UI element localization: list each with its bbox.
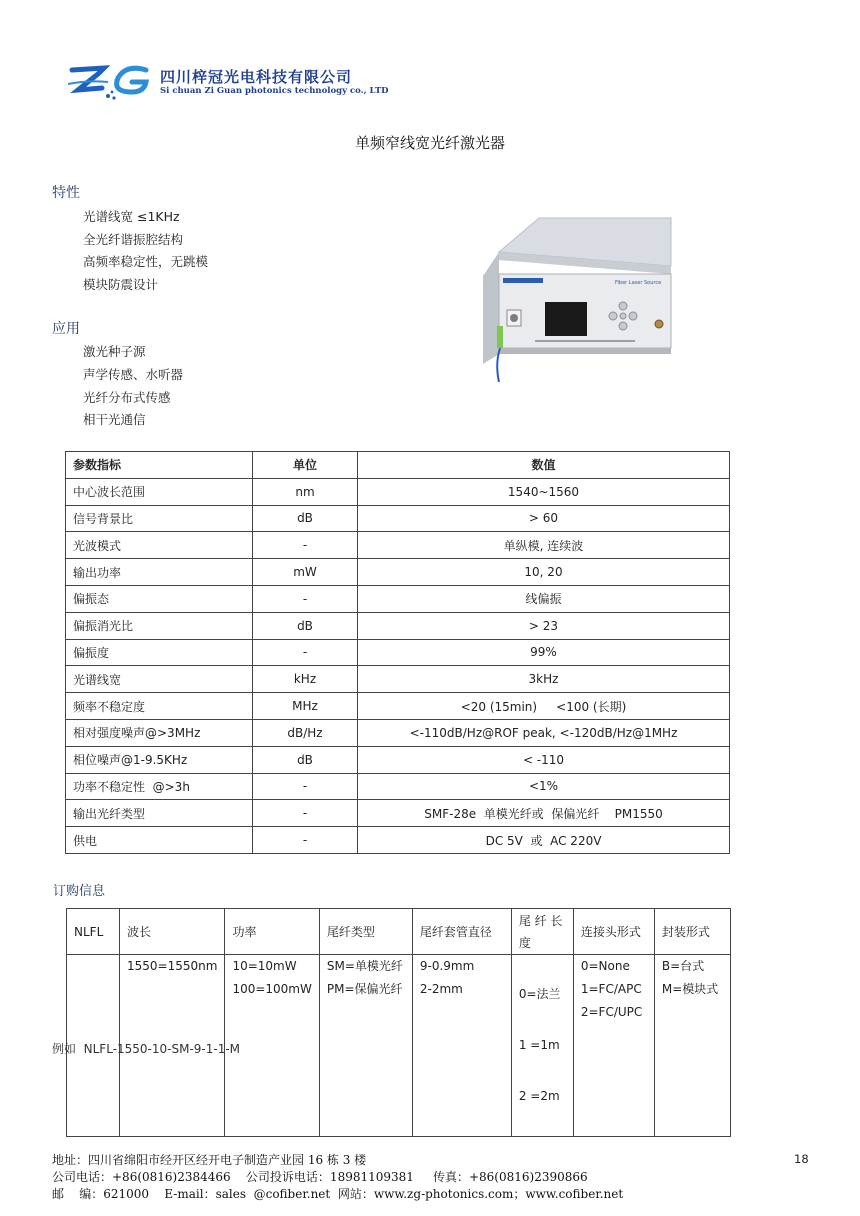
order-option: 0=法兰	[518, 987, 561, 1001]
param-name: 偏振消光比	[66, 612, 253, 639]
order-option: 9-0.9mm	[419, 959, 475, 973]
table-row	[66, 800, 730, 827]
param-name: 信号背景比	[66, 505, 253, 532]
table-row	[66, 666, 730, 693]
footer-postal: 邮 编：621000 E-mail：sales @cofiber.net 网站：www.zg-photonics.com；www.cofiber.net	[52, 1187, 624, 1201]
table-row	[66, 693, 730, 720]
order-option: SM=单模光纤	[326, 959, 403, 973]
applications-heading: 应用	[52, 321, 80, 337]
param-value: 单纵模, 连续波	[358, 532, 730, 559]
company-name-cn: 四川梓冠光电科技有限公司	[160, 68, 353, 86]
company-name-en: Si chuan Zi Guan photonics technology co., LTD	[160, 86, 389, 96]
order-option: 1 =1m	[518, 1038, 560, 1052]
order-header-cell: 尾纤类型	[319, 909, 412, 955]
param-name: 频率不稳定度	[66, 693, 253, 720]
order-option: 2-2mm	[419, 982, 463, 996]
application-item: 激光种子源	[83, 344, 146, 359]
order-option-cell	[654, 955, 730, 1137]
order-option: 1550=1550nm	[127, 959, 218, 973]
param-value: 99%	[358, 639, 730, 666]
order-option-cell	[573, 955, 654, 1137]
table-row	[66, 478, 730, 505]
table-header-row	[66, 452, 730, 479]
order-option: PM=保偏光纤	[326, 982, 403, 996]
param-value: 3kHz	[358, 666, 730, 693]
order-option: 2=FC/UPC	[580, 1005, 643, 1019]
param-name: 输出光纤类型	[66, 800, 253, 827]
param-value: DC 5V 或 AC 220V	[358, 827, 730, 854]
application-item: 相干光通信	[83, 412, 146, 427]
order-header-cell: 封装形式	[654, 909, 730, 955]
table-row	[66, 746, 730, 773]
param-value: > 23	[358, 612, 730, 639]
table-row	[66, 719, 730, 746]
param-name: 输出功率	[66, 559, 253, 586]
application-item: 光纤分布式传感	[83, 390, 171, 405]
order-option: 100=100mW	[232, 982, 312, 996]
param-value: 1540~1560	[358, 478, 730, 505]
param-unit: dB	[253, 746, 358, 773]
param-name: 相位噪声@1-9.5KHz	[66, 746, 253, 773]
feature-item: 高频率稳定性，无跳模	[83, 254, 209, 269]
table-row	[66, 532, 730, 559]
table-header-cell: 数值	[358, 452, 730, 479]
param-unit: -	[253, 827, 358, 854]
footer-address: 地址：四川省绵阳市经开区经开电子制造产业园 16 栋 3 楼	[52, 1153, 367, 1167]
parameters-table	[65, 451, 730, 854]
order-option: M=模块式	[661, 982, 719, 996]
param-unit: -	[253, 773, 358, 800]
order-option: 0=None	[580, 959, 630, 973]
page-number: 18	[794, 1152, 809, 1166]
device-panel-label: Fiber Laser Source	[615, 280, 662, 286]
order-option: 1=FC/APC	[580, 982, 642, 996]
order-option-cell	[511, 955, 573, 1137]
order-header-row	[67, 909, 731, 955]
table-row	[66, 827, 730, 854]
table-row	[66, 585, 730, 612]
param-unit: MHz	[253, 693, 358, 720]
param-value: 线偏振	[358, 585, 730, 612]
param-name: 偏振度	[66, 639, 253, 666]
order-info-heading: 订购信息	[53, 884, 106, 899]
param-unit: dB/Hz	[253, 719, 358, 746]
param-value: > 60	[358, 505, 730, 532]
param-value: < -110	[358, 746, 730, 773]
param-value: 10, 20	[358, 559, 730, 586]
param-unit: -	[253, 800, 358, 827]
order-example: 例如 NLFL-1550-10-SM-9-1-1-M	[52, 1042, 241, 1056]
table-row	[66, 773, 730, 800]
feature-item: 全光纤谐振腔结构	[83, 232, 184, 247]
param-unit: dB	[253, 505, 358, 532]
param-unit: nm	[253, 478, 358, 505]
param-unit: -	[253, 585, 358, 612]
table-row	[66, 639, 730, 666]
footer-phones: 公司电话：+86(0816)2384466 公司投诉电话：18981109381 传真：+86(0816)2390866	[52, 1170, 588, 1184]
table-row	[66, 612, 730, 639]
param-name: 相对强度噪声@>3MHz	[66, 719, 253, 746]
application-item: 声学传感、水听器	[83, 367, 184, 382]
order-header-cell: 尾纤套管直径	[412, 909, 511, 955]
param-name: 功率不稳定性 @>3h	[66, 773, 253, 800]
table-row	[66, 505, 730, 532]
param-name: 偏振态	[66, 585, 253, 612]
param-unit: dB	[253, 612, 358, 639]
param-value: <20 (15min) <100 (长期)	[358, 693, 730, 720]
param-name: 光谱线宽	[66, 666, 253, 693]
table-header-cell: 参数指标	[66, 452, 253, 479]
param-value: <-110dB/Hz@ROF peak, <-120dB/Hz@1MHz	[358, 719, 730, 746]
document-title: 单频窄线宽光纤激光器	[354, 134, 505, 152]
order-option: B=台式	[661, 959, 705, 973]
param-value: <1%	[358, 773, 730, 800]
param-name: 光波模式	[66, 532, 253, 559]
order-header-cell: 功率	[225, 909, 319, 955]
table-row	[66, 559, 730, 586]
feature-item: 模块防震设计	[83, 277, 159, 292]
order-header-cell: 尾 纤 长 度	[511, 909, 573, 955]
order-header-cell: NLFL	[67, 909, 120, 955]
order-option-cell	[412, 955, 511, 1137]
param-value: SMF-28e 单模光纤或 保偏光纤 PM1550	[358, 800, 730, 827]
laser-device-image	[475, 214, 685, 384]
order-option: 10=10mW	[232, 959, 297, 973]
param-unit: -	[253, 639, 358, 666]
order-table	[66, 908, 731, 1137]
order-header-cell: 连接头形式	[573, 909, 654, 955]
order-option-cell	[319, 955, 412, 1137]
param-name: 供电	[66, 827, 253, 854]
company-logo	[68, 62, 158, 102]
param-unit: -	[253, 532, 358, 559]
order-option: 2 =2m	[518, 1089, 560, 1103]
order-header-cell: 波长	[120, 909, 225, 955]
features-heading: 特性	[52, 185, 80, 201]
param-unit: kHz	[253, 666, 358, 693]
param-unit: mW	[253, 559, 358, 586]
table-header-cell: 单位	[253, 452, 358, 479]
param-name: 中心波长范围	[66, 478, 253, 505]
feature-item: 光谱线宽 ≤1KHz	[83, 209, 180, 224]
